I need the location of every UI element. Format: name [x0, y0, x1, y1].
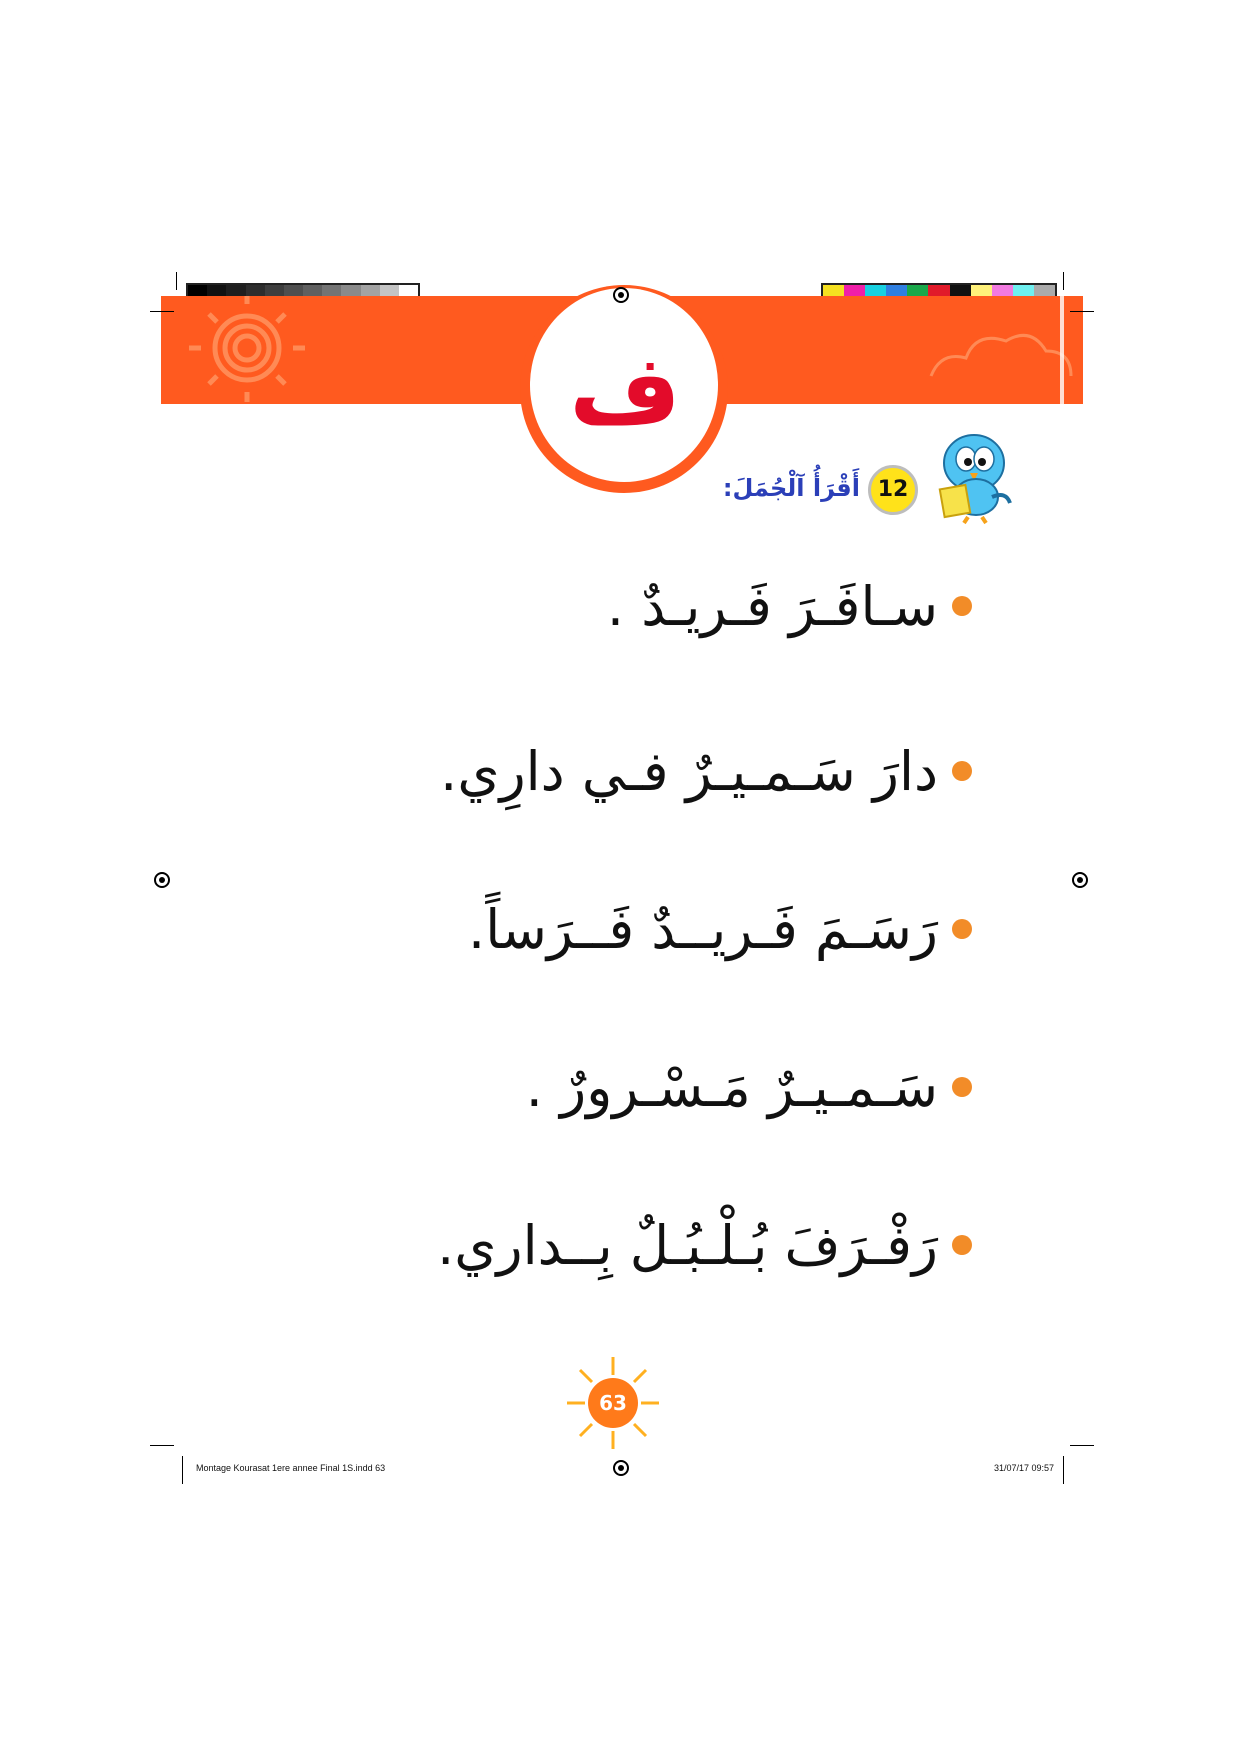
exercise-title: أَقْرَأُ آلْجُمَلَ:: [722, 474, 860, 502]
crop-line: [150, 1445, 174, 1446]
sentence-item: [607, 561, 972, 651]
footer-filename: Montage Kourasat 1ere annee Final 1S.indd 63: [196, 1463, 386, 1473]
bullet-icon: [952, 1077, 972, 1097]
sentence-text: سَـمـيـرٌ مَـسْـرورٌ .: [525, 1055, 938, 1119]
registration-mark-right: [1072, 872, 1088, 888]
crop-line: [1063, 1456, 1064, 1484]
registration-mark-bottom: [613, 1460, 629, 1476]
sentence-item: [437, 1200, 972, 1290]
bullet-icon: [952, 596, 972, 616]
page-number: 63: [588, 1378, 638, 1428]
exercise-number-badge: 12: [868, 465, 918, 515]
footer-timestamp: 31/07/17 09:57: [994, 1463, 1055, 1473]
sentence-text: دارَ سَـمـيـرٌ فـي دارِي.: [440, 739, 938, 803]
crop-line: [1063, 272, 1064, 290]
cloud-icon: [921, 296, 1081, 404]
sentence-text: رَفْـرَفَ بُـلْـبُـلٌ بِــداري.: [437, 1213, 938, 1277]
bullet-icon: [952, 761, 972, 781]
sentence-item: [526, 1042, 972, 1132]
crop-line: [1070, 1445, 1094, 1446]
crop-line: [176, 272, 177, 290]
sentence-item: [468, 884, 972, 974]
crop-line: [182, 1456, 183, 1484]
sun-icon: [179, 296, 319, 404]
bullet-icon: [952, 1235, 972, 1255]
banner-edge: [1060, 296, 1064, 404]
sentence-text: سـافَـرَ فَـريـدٌ .: [606, 574, 938, 638]
crop-line: [150, 311, 174, 312]
sentence-text: رَسَـمَ فَـريــدٌ فَــرَساً.: [468, 897, 938, 961]
registration-mark-top: [613, 287, 629, 303]
crop-line: [1070, 311, 1094, 312]
sentence-item: [440, 726, 972, 816]
featured-letter: ف: [569, 334, 681, 446]
registration-mark-left: [154, 872, 170, 888]
bird-reading-icon: [926, 425, 1016, 525]
bullet-icon: [952, 919, 972, 939]
